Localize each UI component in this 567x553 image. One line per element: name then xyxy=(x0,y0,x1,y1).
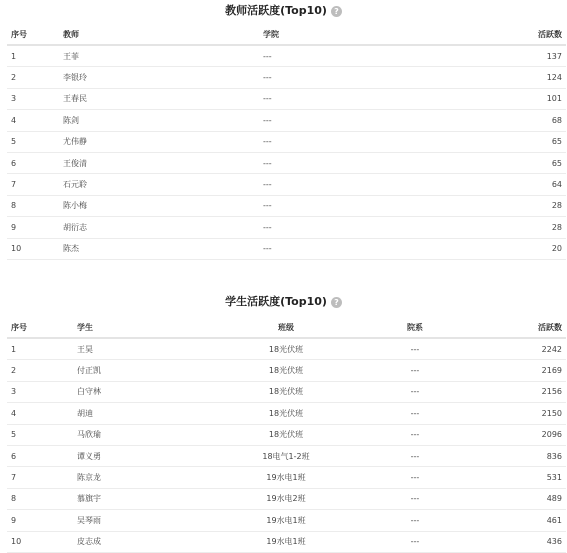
cell-student-name: 谭义勇 xyxy=(73,445,215,466)
cell-rank: 9 xyxy=(7,217,59,238)
cell-activity-count: 2156 xyxy=(473,381,566,402)
table-row[interactable] xyxy=(7,467,566,488)
col-header-rank[interactable]: 序号 xyxy=(7,317,73,338)
cell-college: --- xyxy=(259,217,459,238)
col-header-rank[interactable]: 序号 xyxy=(7,24,59,45)
cell-department: --- xyxy=(357,488,473,509)
table-row[interactable] xyxy=(7,238,566,259)
table-row[interactable] xyxy=(7,488,566,509)
table-row[interactable] xyxy=(7,88,566,109)
help-icon[interactable]: ? xyxy=(331,297,342,308)
col-header-teacher[interactable]: 教师 xyxy=(59,24,259,45)
cell-department: --- xyxy=(357,424,473,445)
cell-rank: 6 xyxy=(7,445,73,466)
cell-teacher-name: 胡衍志 xyxy=(59,217,259,238)
cell-college: --- xyxy=(259,67,459,88)
cell-teacher-name: 尤伟静 xyxy=(59,131,259,152)
cell-class: 18光伏班 xyxy=(215,338,357,360)
cell-rank: 10 xyxy=(7,238,59,259)
cell-rank: 7 xyxy=(7,467,73,488)
cell-college: --- xyxy=(259,45,459,67)
col-header-department[interactable]: 院系 xyxy=(357,317,473,338)
cell-student-name: 马欣瑜 xyxy=(73,424,215,445)
cell-rank: 9 xyxy=(7,510,73,531)
cell-college: --- xyxy=(259,195,459,216)
cell-college: --- xyxy=(259,238,459,259)
cell-department: --- xyxy=(357,338,473,360)
table-row[interactable] xyxy=(7,403,566,424)
cell-college: --- xyxy=(259,88,459,109)
cell-activity-count: 2242 xyxy=(473,338,566,360)
cell-rank: 1 xyxy=(7,338,73,360)
cell-teacher-name: 王春民 xyxy=(59,88,259,109)
cell-teacher-name: 王菲 xyxy=(59,45,259,67)
cell-activity-count: 68 xyxy=(459,110,566,131)
cell-activity-count: 2169 xyxy=(473,360,566,381)
cell-department: --- xyxy=(357,510,473,531)
table-row[interactable] xyxy=(7,338,566,360)
cell-student-name: 慕旗宇 xyxy=(73,488,215,509)
cell-class: 18光伏班 xyxy=(215,381,357,402)
cell-department: --- xyxy=(357,445,473,466)
cell-department: --- xyxy=(357,381,473,402)
cell-activity-count: 461 xyxy=(473,510,566,531)
table-row[interactable] xyxy=(7,217,566,238)
table-row[interactable] xyxy=(7,110,566,131)
cell-activity-count: 436 xyxy=(473,531,566,552)
cell-class: 19水电1班 xyxy=(215,467,357,488)
cell-rank: 5 xyxy=(7,424,73,445)
student-title-text: 学生活跃度(Top10) xyxy=(225,295,327,308)
col-header-activity[interactable]: 活跃数 xyxy=(473,317,566,338)
cell-department: --- xyxy=(357,467,473,488)
cell-department: --- xyxy=(357,531,473,552)
cell-college: --- xyxy=(259,110,459,131)
cell-activity-count: 101 xyxy=(459,88,566,109)
cell-activity-count: 65 xyxy=(459,152,566,173)
cell-teacher-name: 王俊清 xyxy=(59,152,259,173)
cell-activity-count: 531 xyxy=(473,467,566,488)
cell-class: 18光伏班 xyxy=(215,403,357,424)
table-row[interactable] xyxy=(7,360,566,381)
cell-rank: 4 xyxy=(7,110,59,131)
cell-rank: 1 xyxy=(7,45,59,67)
table-header-row xyxy=(7,24,566,45)
table-row[interactable] xyxy=(7,531,566,552)
col-header-student[interactable]: 学生 xyxy=(73,317,215,338)
cell-rank: 7 xyxy=(7,174,59,195)
cell-activity-count: 20 xyxy=(459,238,566,259)
table-row[interactable] xyxy=(7,45,566,67)
table-row[interactable] xyxy=(7,174,566,195)
cell-rank: 6 xyxy=(7,152,59,173)
table-row[interactable] xyxy=(7,152,566,173)
cell-rank: 5 xyxy=(7,131,59,152)
cell-teacher-name: 陈小梅 xyxy=(59,195,259,216)
cell-department: --- xyxy=(357,403,473,424)
cell-class: 18电气1-2班 xyxy=(215,445,357,466)
cell-teacher-name: 石元聆 xyxy=(59,174,259,195)
cell-student-name: 吴琴雨 xyxy=(73,510,215,531)
cell-rank: 2 xyxy=(7,360,73,381)
teacher-activity-table xyxy=(7,24,566,260)
cell-rank: 8 xyxy=(7,195,59,216)
cell-activity-count: 65 xyxy=(459,131,566,152)
table-row[interactable] xyxy=(7,510,566,531)
cell-teacher-name: 李银玲 xyxy=(59,67,259,88)
cell-student-name: 皮志成 xyxy=(73,531,215,552)
cell-teacher-name: 陈杰 xyxy=(59,238,259,259)
cell-teacher-name: 陈剑 xyxy=(59,110,259,131)
teacher-section-title xyxy=(0,1,567,21)
cell-rank: 10 xyxy=(7,531,73,552)
col-header-activity[interactable]: 活跃数 xyxy=(459,24,566,45)
cell-rank: 3 xyxy=(7,381,73,402)
cell-college: --- xyxy=(259,152,459,173)
cell-activity-count: 124 xyxy=(459,67,566,88)
cell-department: --- xyxy=(357,360,473,381)
cell-activity-count: 2150 xyxy=(473,403,566,424)
cell-activity-count: 836 xyxy=(473,445,566,466)
cell-student-name: 王昊 xyxy=(73,338,215,360)
cell-student-name: 付正凯 xyxy=(73,360,215,381)
table-row[interactable] xyxy=(7,67,566,88)
table-row[interactable] xyxy=(7,195,566,216)
table-header-row xyxy=(7,317,566,338)
cell-activity-count: 28 xyxy=(459,217,566,238)
cell-student-name: 胡迪 xyxy=(73,403,215,424)
help-icon[interactable]: ? xyxy=(331,6,342,17)
student-activity-table xyxy=(7,317,566,553)
cell-rank: 8 xyxy=(7,488,73,509)
cell-activity-count: 64 xyxy=(459,174,566,195)
cell-rank: 2 xyxy=(7,67,59,88)
cell-student-name: 陈京龙 xyxy=(73,467,215,488)
cell-college: --- xyxy=(259,131,459,152)
cell-college: --- xyxy=(259,174,459,195)
cell-activity-count: 489 xyxy=(473,488,566,509)
cell-class: 18光伏班 xyxy=(215,424,357,445)
cell-class: 19水电2班 xyxy=(215,488,357,509)
table-row[interactable] xyxy=(7,445,566,466)
table-row[interactable] xyxy=(7,424,566,445)
cell-activity-count: 2096 xyxy=(473,424,566,445)
cell-rank: 4 xyxy=(7,403,73,424)
table-row[interactable] xyxy=(7,381,566,402)
cell-class: 19水电1班 xyxy=(215,510,357,531)
cell-class: 18光伏班 xyxy=(215,360,357,381)
cell-activity-count: 28 xyxy=(459,195,566,216)
table-row[interactable] xyxy=(7,131,566,152)
cell-activity-count: 137 xyxy=(459,45,566,67)
teacher-title-text: 教师活跃度(Top10) xyxy=(225,4,327,17)
col-header-college[interactable]: 学院 xyxy=(259,24,459,45)
col-header-class[interactable]: 班级 xyxy=(215,317,357,338)
cell-rank: 3 xyxy=(7,88,59,109)
cell-class: 19水电1班 xyxy=(215,531,357,552)
cell-student-name: 白守林 xyxy=(73,381,215,402)
student-section-title xyxy=(0,292,567,312)
